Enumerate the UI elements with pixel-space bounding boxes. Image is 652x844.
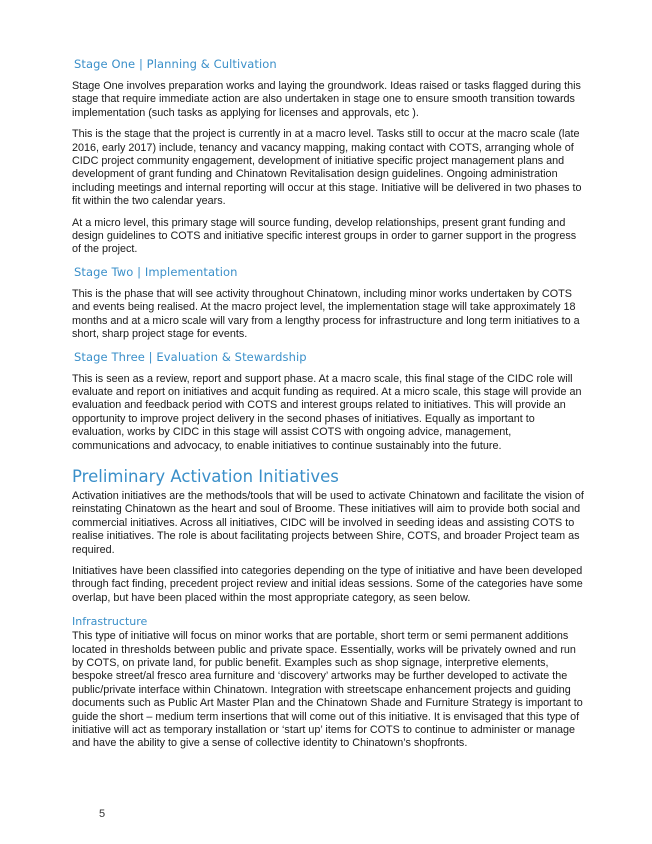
preliminary-activation-heading: Preliminary Activation Initiatives bbox=[72, 466, 339, 486]
stage-one-paragraph-1: Stage One involves preparation works and laying the groundwork. Ideas raised or tasks flagged during this stage that require immediate action are also undertaken in stage one to ensure smooth transition towards implementation (such tasks as applying for licenses and approvals, etc ). bbox=[72, 80, 581, 119]
stage-three-heading: Stage Three | Evaluation & Stewardship bbox=[74, 349, 307, 364]
infrastructure-paragraph-1: This type of initiative will focus on minor works that are portable, short term or semi permanent additions located in thresholds between public and private space. Essentially, works will be privately owned and run by COTS, on private land, for public benefit. Examples such as shop signage, interpretive elements, bespoke street/al fresco area furniture and ‘discovery’ artworks may be further developed to activate the public/private interface within Chinatown. Integration with streetscape enhancement projects and guiding documents such as Public Art Master Plan and the Chinatown Shade and Furniture Strategy is important to guide the short – medium term insertions that will come out of this initiative. It is envisaged that this type of initiative will act as temporary installation or ‘start up’ items for COTS to continue to administer or manage and have the ability to give a sense of collective identity to Chinatown’s shopfronts. bbox=[72, 630, 583, 750]
stage-two-paragraph-1: This is the phase that will see activity throughout Chinatown, including minor works undertaken by COTS and events being realised. At the macro project level, the implementation stage will take approximately 18 months and at a micro scale will vary from a lengthy process for infrastructure and long term initiatives to a short, sharp project stage for events. bbox=[72, 287, 580, 341]
stage-one-heading: Stage One | Planning & Cultivation bbox=[74, 57, 277, 71]
page-number: 5 bbox=[99, 808, 106, 820]
infrastructure-heading: Infrastructure bbox=[72, 615, 148, 629]
stage-one-paragraph-3: At a micro level, this primary stage will source funding, develop relationships, present grant funding and design guidelines to COTS and initiative specific interest groups in order to garner support in the progress of the project. bbox=[72, 216, 577, 256]
preliminary-paragraph-2: Initiatives have been classified into categories depending on the type of initiative and have been developed through fact finding, precedent project review and initial ideas sessions. Some of the categories have some overlap, but have been placed within the most appropriate category, as seen below. bbox=[72, 564, 583, 604]
page-content bbox=[72, 57, 584, 751]
preliminary-paragraph-1: Activation initiatives are the methods/tools that will be used to activate Chinatown and facilitate the vision of reinstating Chinatown as the heart and soul of Broome. These initiatives will aim to provide both social and commercial initiatives. Across all initiatives, CIDC will be involved in seeding ideas and assisting COTS to realise initiatives. The role is about facilitating projects between Shire, COTS, and broader Project team as required. bbox=[72, 489, 584, 556]
stage-three-paragraph-1: This is seen as a review, report and support phase. At a macro scale, this final stage of the CIDC role will evaluate and report on initiatives and acquit funding as required. At a micro scale, this stage will provide an evaluation and feedback period with COTS and interest groups related to initiatives. This will provide an opportunity to improve project delivery in the second phases of initiatives. Equally as important to evaluation, works by CIDC in this stage will assist COTS with ongoing advice, management, communications and advocacy, to enable initiatives to continue sustainably into the future. bbox=[72, 372, 582, 452]
stage-two-heading: Stage Two | Implementation bbox=[74, 264, 238, 279]
stage-one-paragraph-2: This is the stage that the project is currently in at a macro level. Tasks still to occur at the macro scale (late 2016, early 2017) include, tenancy and vacancy mapping, making contact with COTS, arranging whole of CIDC project community engagement, development of initiative specific project management plans and development of grant funding and Chinatown Revitalisation design guidelines. Ongoing administration including meetings and internal reporting will occur at this stage. Initiative will be delivered in two phases to fit within the two calendar years. bbox=[72, 128, 582, 208]
